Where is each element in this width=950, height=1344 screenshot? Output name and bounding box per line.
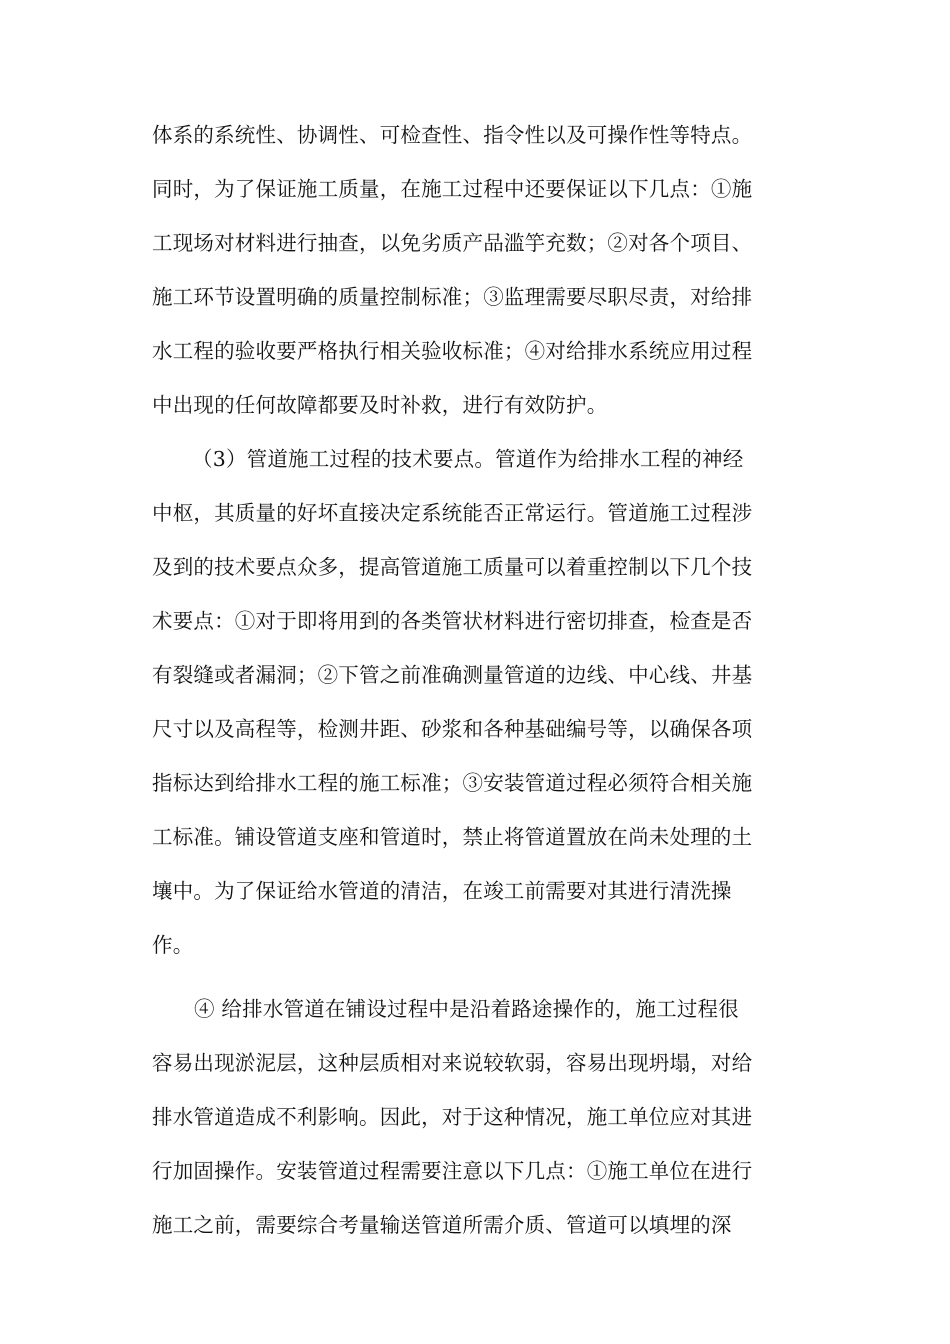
text-line: 中出现的任何故障都要及时补救，进行有效防护。 bbox=[152, 393, 608, 417]
text-line: 作。 bbox=[152, 933, 194, 957]
text-line: 工现场对材料进行抽查，以免劣质产品滥竽充数；②对各个项目、 bbox=[152, 231, 753, 255]
text-line: 有裂缝或者漏洞；②下管之前准确测量管道的边线、中心线、井基 bbox=[152, 663, 753, 687]
text-line: 中枢，其质量的好坏直接决定系统能否正常运行。管道施工过程涉 bbox=[152, 501, 753, 525]
text-line: 工标准。铺设管道支座和管道时，禁止将管道置放在尚未处理的土 bbox=[152, 825, 753, 849]
paragraph-spacer bbox=[152, 972, 802, 982]
text-line: 施工之前，需要综合考量输送管道所需介质、管道可以填埋的深 bbox=[152, 1213, 732, 1237]
text-line: 及到的技术要点众多，提高管道施工质量可以着重控制以下几个技 bbox=[152, 555, 753, 579]
text-line: 尺寸以及高程等，检测井距、砂浆和各种基础编号等，以确保各项 bbox=[152, 717, 753, 741]
text-line: 排水管道造成不利影响。因此，对于这种情况，施工单位应对其进 bbox=[152, 1105, 753, 1129]
paragraph bbox=[152, 108, 802, 432]
paragraph bbox=[152, 432, 802, 972]
text-line: 术要点：①对于即将用到的各类管状材料进行密切排查，检查是否 bbox=[152, 609, 753, 633]
text-line: 同时，为了保证施工质量，在施工过程中还要保证以下几点：①施 bbox=[152, 177, 753, 201]
text-line: 容易出现淤泥层，这种层质相对来说较软弱，容易出现坍塌，对给 bbox=[152, 1051, 753, 1075]
text-line: 指标达到给排水工程的施工标准；③安装管道过程必须符合相关施 bbox=[152, 771, 753, 795]
text-line: （3）管道施工过程的技术要点。管道作为给排水工程的神经 bbox=[192, 447, 744, 471]
text-line: 施工环节设置明确的质量控制标准；③监理需要尽职尽责，对给排 bbox=[152, 285, 753, 309]
body-text bbox=[152, 108, 802, 1252]
paragraph bbox=[152, 982, 802, 1252]
text-line: 水工程的验收要严格执行相关验收标准；④对给排水系统应用过程 bbox=[152, 339, 753, 363]
text-line: 壤中。为了保证给水管道的清洁，在竣工前需要对其进行清洗操 bbox=[152, 879, 732, 903]
text-line: ④ 给排水管道在铺设过程中是沿着路途操作的，施工过程很 bbox=[194, 997, 739, 1021]
text-line: 行加固操作。安装管道过程需要注意以下几点：①施工单位在进行 bbox=[152, 1159, 753, 1183]
text-line: 体系的系统性、协调性、可检查性、指令性以及可操作性等特点。 bbox=[152, 123, 753, 147]
